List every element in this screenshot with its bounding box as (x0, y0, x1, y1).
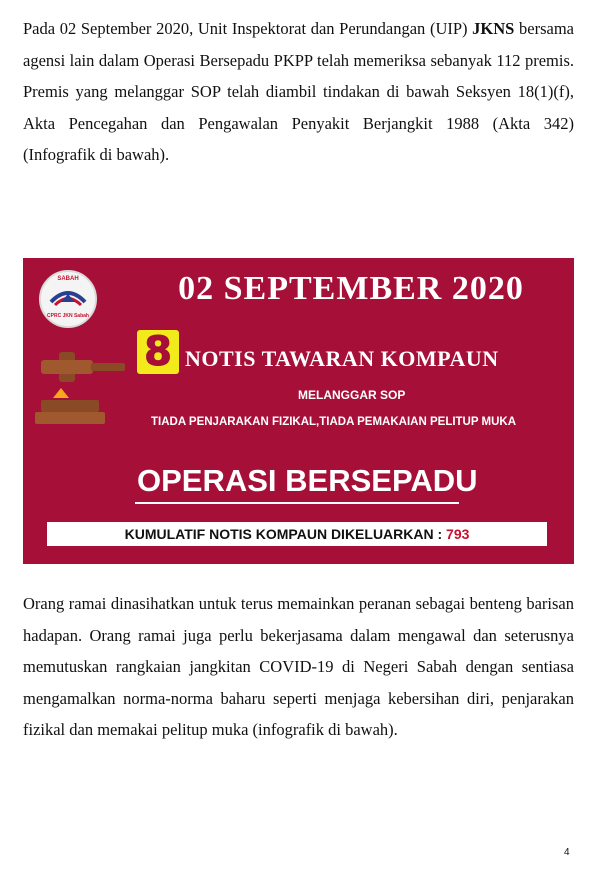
notice-count-badge: 8 (137, 330, 179, 374)
cprc-logo (39, 270, 97, 328)
intro-paragraph (23, 13, 574, 171)
violation-details: TIADA PENJARAKAN FIZIKAL,TIADA PEMAKAIAN PELITUP MUKA (151, 416, 517, 428)
operation-underline (135, 502, 459, 504)
cumulative-summary (47, 522, 547, 546)
covid-term: COVID-19 (259, 657, 334, 676)
infographic-panel (23, 258, 574, 564)
page-number: 4 (564, 847, 570, 858)
advice-text-a: Orang ramai dinasihatkan untuk terus memainkan peranan sebagai benteng barisan hadapan. Orang ramai juga perlu bekerjasama dalam mengawal dan seterusnya memutuskan rangkaian jangkitan (23, 594, 574, 676)
advice-paragraph (23, 588, 574, 746)
cumulative-label: KUMULATIF NOTIS KOMPAUN DIKELUARKAN : (124, 526, 447, 542)
violation-reason: MELANGGAR SOP (298, 388, 406, 402)
logo-bottom-text: CPRC JKN Sabah (47, 313, 89, 319)
notice-title: NOTIS TAWARAN KOMPAUN (185, 346, 499, 371)
cumulative-value: 793 (446, 526, 470, 542)
logo-top-text: SABAH (57, 276, 79, 282)
intro-lead-text: Pada 02 September 2020, Unit Inspektorat dan Perundangan (UIP) (23, 19, 473, 38)
agency-name: JKNS (472, 19, 515, 38)
advice-text-b: di Negeri Sabah dengan sentiasa mengamalkan norma-norma baharu seperti menjaga kebersihan diri, penjarakan fizikal dan memakai pelitup muka (infografik di bawah). (23, 657, 574, 739)
intro-body-text: bersama agensi lain dalam Operasi Bersepadu PKPP telah memeriksa sebanyak 112 premis. Premis yang melanggar SOP telah diambil tindakan di bawah Seksyen 18(1)(f), Akta Pencegahan dan Pengawalan Penyakit Berjangkit 1988 (Akta 342) (Infografik di bawah). (23, 19, 574, 164)
gavel-icon (35, 342, 127, 432)
date-headline: 02 SEPTEMBER 2020 (178, 270, 524, 307)
operation-title: OPERASI BERSEPADU (137, 463, 478, 498)
